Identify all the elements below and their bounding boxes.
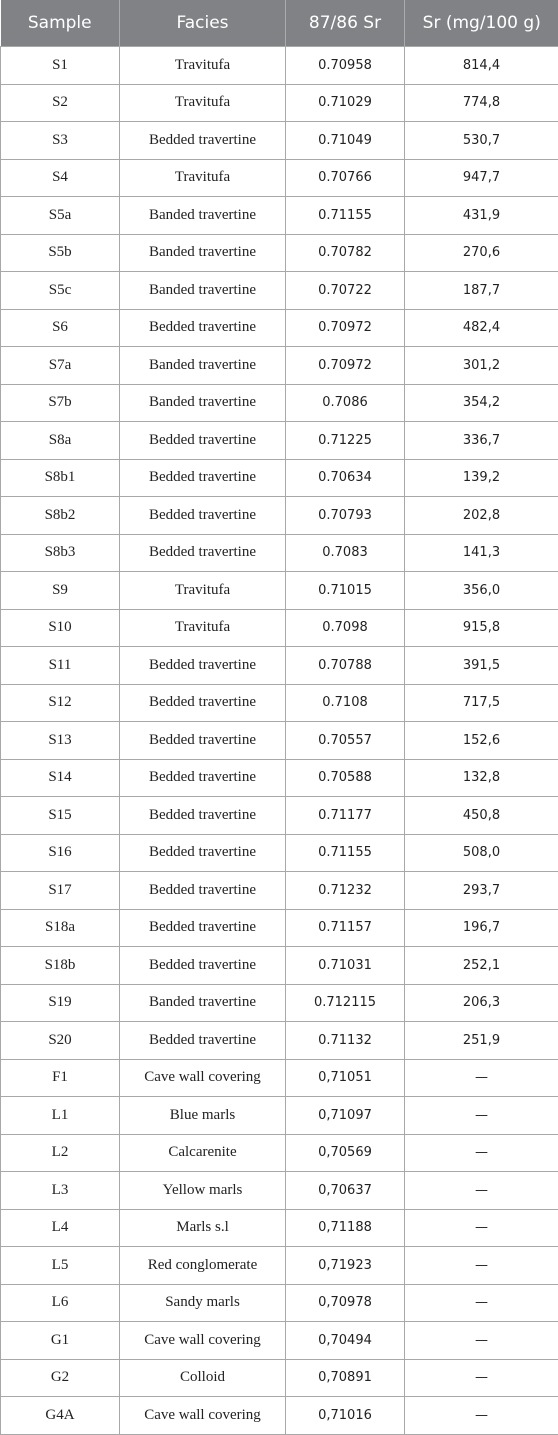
table-row [1,872,558,910]
table-header [1,0,558,47]
table-row [1,609,558,647]
cell-facies: Bedded travertine [120,422,286,460]
cell-facies: Bedded travertine [120,309,286,347]
cell-sample: L4 [1,1209,120,1247]
cell-sr-ratio: 0.7108 [286,684,405,722]
cell-sr-ratio: 0.70634 [286,459,405,497]
cell-facies: Bedded travertine [120,797,286,835]
cell-facies: Bedded travertine [120,722,286,760]
cell-sr-ratio: 0.70722 [286,272,405,310]
table-row [1,459,558,497]
table-row [1,347,558,385]
cell-sr-ratio: 0.71029 [286,84,405,122]
table-row [1,797,558,835]
cell-sr-concentration: 947,7 [405,159,558,197]
cell-sr-concentration: — [405,1322,558,1360]
cell-facies: Bedded travertine [120,947,286,985]
table-row [1,947,558,985]
cell-sr-concentration: 431,9 [405,197,558,235]
table-row [1,1097,558,1135]
table-row [1,309,558,347]
cell-facies: Travitufa [120,609,286,647]
cell-sr-concentration: 336,7 [405,422,558,460]
cell-sr-ratio: 0.712115 [286,984,405,1022]
table-row [1,272,558,310]
table-row [1,1247,558,1285]
cell-sr-concentration: 356,0 [405,572,558,610]
cell-sr-ratio: 0,71188 [286,1209,405,1247]
cell-facies: Bedded travertine [120,497,286,535]
cell-sr-ratio: 0.70793 [286,497,405,535]
cell-sr-concentration: 508,0 [405,834,558,872]
cell-sr-ratio: 0.7098 [286,609,405,647]
cell-sample: L2 [1,1134,120,1172]
cell-sr-concentration: — [405,1134,558,1172]
cell-sr-concentration: 132,8 [405,759,558,797]
cell-facies: Bedded travertine [120,122,286,160]
cell-sr-ratio: 0.71232 [286,872,405,910]
cell-sr-ratio: 0.71049 [286,122,405,160]
cell-facies: Bedded travertine [120,1022,286,1060]
cell-facies: Red conglomerate [120,1247,286,1285]
cell-sr-concentration: 301,2 [405,347,558,385]
cell-sr-ratio: 0.70972 [286,309,405,347]
cell-facies: Bedded travertine [120,909,286,947]
table-row [1,984,558,1022]
cell-sr-concentration: 391,5 [405,647,558,685]
cell-sample: S8b1 [1,459,120,497]
cell-facies: Banded travertine [120,197,286,235]
cell-sample: S5b [1,234,120,272]
table-row [1,909,558,947]
cell-sr-concentration: — [405,1059,558,1097]
cell-sr-ratio: 0,71923 [286,1247,405,1285]
table-row [1,47,558,85]
table-row [1,534,558,572]
cell-sample: S3 [1,122,120,160]
cell-sr-concentration: — [405,1284,558,1322]
cell-facies: Sandy marls [120,1284,286,1322]
cell-sr-ratio: 0.70557 [286,722,405,760]
cell-sr-ratio: 0,70637 [286,1172,405,1210]
cell-sample: S5c [1,272,120,310]
cell-sample: S19 [1,984,120,1022]
cell-sample: L1 [1,1097,120,1135]
table-row [1,1397,558,1435]
cell-facies: Bedded travertine [120,872,286,910]
cell-facies: Bedded travertine [120,534,286,572]
table-row [1,384,558,422]
cell-facies: Travitufa [120,159,286,197]
table-row [1,1059,558,1097]
table-row [1,1322,558,1360]
cell-sample: G4A [1,1397,120,1435]
cell-sr-concentration: 139,2 [405,459,558,497]
cell-facies: Banded travertine [120,234,286,272]
cell-sr-concentration: 252,1 [405,947,558,985]
cell-sr-concentration: — [405,1172,558,1210]
cell-sample: S17 [1,872,120,910]
cell-sample: L3 [1,1172,120,1210]
cell-sr-ratio: 0.71132 [286,1022,405,1060]
cell-sr-concentration: 450,8 [405,797,558,835]
cell-sr-concentration: — [405,1209,558,1247]
header-row [1,0,558,47]
cell-sample: S8a [1,422,120,460]
cell-facies: Banded travertine [120,384,286,422]
cell-sr-concentration: 251,9 [405,1022,558,1060]
cell-sr-ratio: 0,71051 [286,1059,405,1097]
table-row [1,647,558,685]
header-sample: Sample [1,0,120,47]
cell-sr-ratio: 0.71155 [286,834,405,872]
cell-sr-concentration: 152,6 [405,722,558,760]
cell-sr-ratio: 0.70766 [286,159,405,197]
cell-facies: Bedded travertine [120,459,286,497]
cell-sr-concentration: — [405,1397,558,1435]
header-sr-concentration: Sr (mg/100 g) [405,0,558,47]
cell-sr-concentration: — [405,1247,558,1285]
cell-sr-ratio: 0,71016 [286,1397,405,1435]
cell-sample: L6 [1,1284,120,1322]
cell-facies: Travitufa [120,47,286,85]
cell-facies: Cave wall covering [120,1059,286,1097]
table-row [1,1209,558,1247]
cell-sr-concentration: 187,7 [405,272,558,310]
cell-facies: Travitufa [120,572,286,610]
cell-sample: S1 [1,47,120,85]
table-row [1,722,558,760]
cell-facies: Yellow marls [120,1172,286,1210]
cell-sr-ratio: 0,70978 [286,1284,405,1322]
table-row [1,497,558,535]
cell-sample: S5a [1,197,120,235]
cell-sr-ratio: 0,70891 [286,1359,405,1397]
cell-sr-concentration: 270,6 [405,234,558,272]
table-row [1,422,558,460]
cell-facies: Cave wall covering [120,1397,286,1435]
cell-facies: Banded travertine [120,984,286,1022]
cell-sample: S10 [1,609,120,647]
cell-sample: S16 [1,834,120,872]
cell-sample: S8b2 [1,497,120,535]
table-row [1,572,558,610]
cell-sr-ratio: 0.7086 [286,384,405,422]
cell-facies: Bedded travertine [120,834,286,872]
cell-sr-concentration: 482,4 [405,309,558,347]
cell-sr-ratio: 0.71015 [286,572,405,610]
cell-sample: L5 [1,1247,120,1285]
cell-sr-concentration: 196,7 [405,909,558,947]
cell-sr-concentration: 354,2 [405,384,558,422]
cell-facies: Calcarenite [120,1134,286,1172]
cell-sr-ratio: 0.7083 [286,534,405,572]
cell-sr-concentration: 530,7 [405,122,558,160]
cell-sr-ratio: 0.71155 [286,197,405,235]
cell-sr-concentration: 141,3 [405,534,558,572]
cell-sr-ratio: 0.71177 [286,797,405,835]
cell-sr-concentration: 206,3 [405,984,558,1022]
cell-sr-concentration: 202,8 [405,497,558,535]
table-row [1,1134,558,1172]
cell-sample: S13 [1,722,120,760]
cell-sr-ratio: 0,71097 [286,1097,405,1135]
cell-sr-ratio: 0.70958 [286,47,405,85]
cell-facies: Blue marls [120,1097,286,1135]
cell-sample: S18b [1,947,120,985]
table-body [1,47,558,1435]
cell-sample: S12 [1,684,120,722]
cell-facies: Bedded travertine [120,647,286,685]
cell-sample: S18a [1,909,120,947]
cell-sr-ratio: 0,70569 [286,1134,405,1172]
cell-sr-concentration: — [405,1359,558,1397]
cell-sr-ratio: 0.70788 [286,647,405,685]
cell-sr-ratio: 0.71157 [286,909,405,947]
cell-facies: Marls s.l [120,1209,286,1247]
cell-sample: S7a [1,347,120,385]
cell-sample: S7b [1,384,120,422]
table-row [1,759,558,797]
cell-sample: S4 [1,159,120,197]
cell-sample: F1 [1,1059,120,1097]
cell-sample: S2 [1,84,120,122]
cell-facies: Cave wall covering [120,1322,286,1360]
cell-sample: S6 [1,309,120,347]
table-row [1,197,558,235]
cell-sr-concentration: 915,8 [405,609,558,647]
cell-sr-concentration: 717,5 [405,684,558,722]
cell-sr-concentration: — [405,1097,558,1135]
cell-sample: G1 [1,1322,120,1360]
table-row [1,122,558,160]
table-row [1,234,558,272]
cell-sample: S11 [1,647,120,685]
table-row [1,1359,558,1397]
cell-sr-ratio: 0,70494 [286,1322,405,1360]
cell-sr-ratio: 0.70588 [286,759,405,797]
cell-sr-ratio: 0.71031 [286,947,405,985]
cell-sample: G2 [1,1359,120,1397]
table-row [1,1022,558,1060]
cell-facies: Bedded travertine [120,684,286,722]
cell-sample: S9 [1,572,120,610]
table-row [1,1284,558,1322]
cell-facies: Banded travertine [120,272,286,310]
table-row [1,1172,558,1210]
table-row [1,684,558,722]
header-sr-ratio: 87/86 Sr [286,0,405,47]
cell-sample: S15 [1,797,120,835]
cell-sr-ratio: 0.70972 [286,347,405,385]
cell-sr-concentration: 774,8 [405,84,558,122]
cell-sr-ratio: 0.70782 [286,234,405,272]
cell-sample: S14 [1,759,120,797]
cell-sr-concentration: 293,7 [405,872,558,910]
table-row [1,834,558,872]
cell-facies: Colloid [120,1359,286,1397]
table-row [1,84,558,122]
cell-sr-concentration: 814,4 [405,47,558,85]
table-row [1,159,558,197]
cell-sr-ratio: 0.71225 [286,422,405,460]
cell-sample: S8b3 [1,534,120,572]
cell-facies: Bedded travertine [120,759,286,797]
header-facies: Facies [120,0,286,47]
cell-sample: S20 [1,1022,120,1060]
cell-facies: Banded travertine [120,347,286,385]
cell-facies: Travitufa [120,84,286,122]
